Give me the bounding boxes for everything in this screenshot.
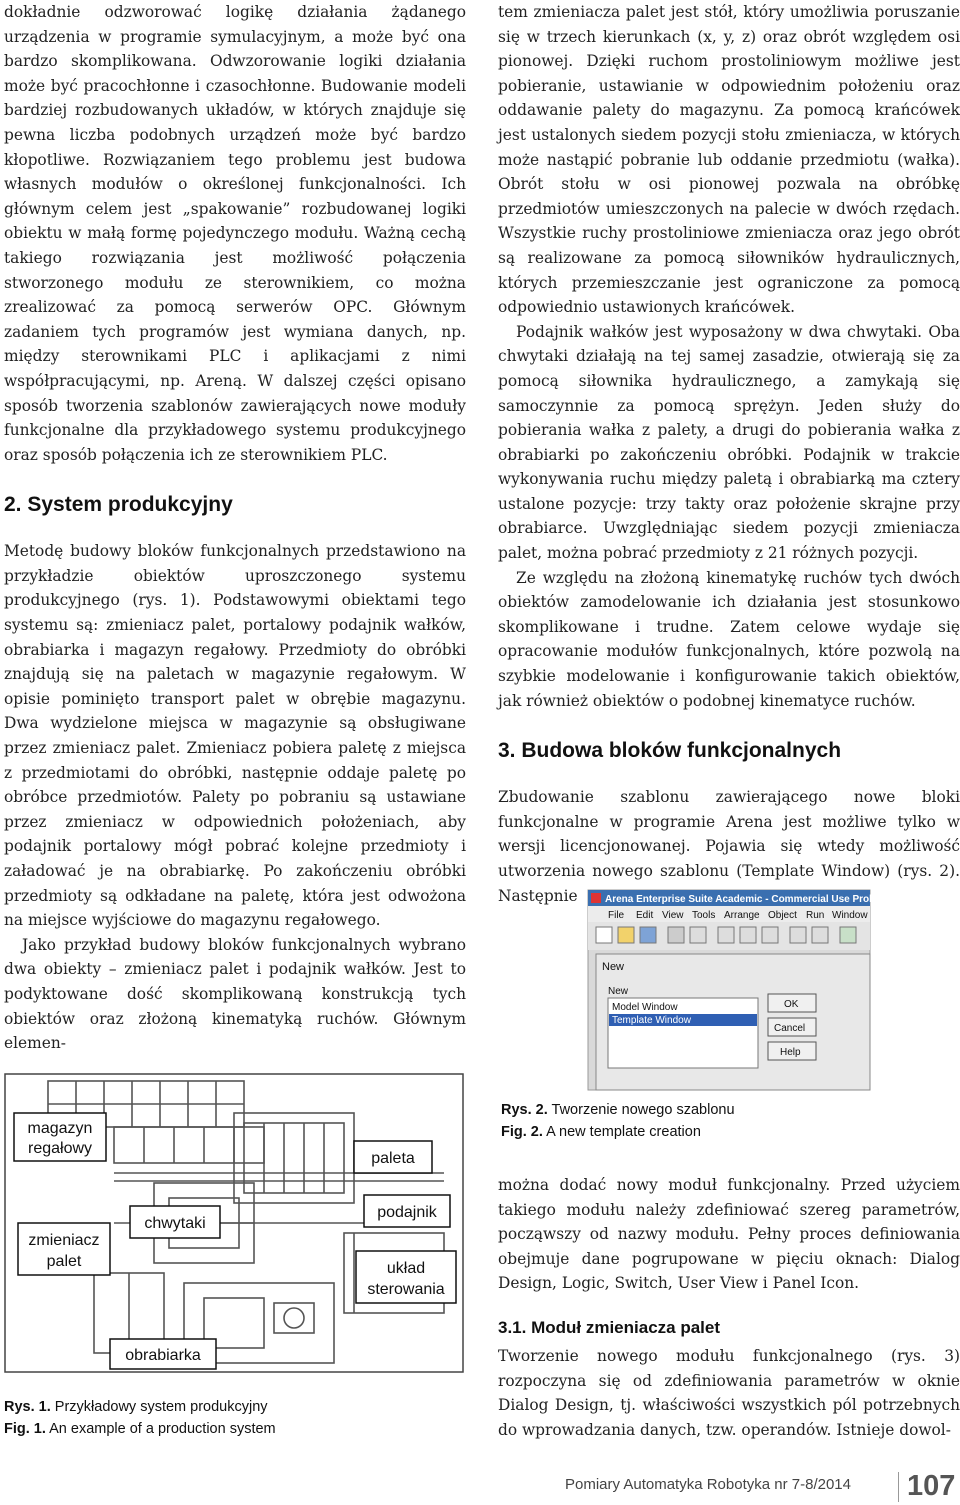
dialog-label: New (608, 986, 629, 997)
caption-text: An example of a production system (49, 1421, 276, 1437)
page-number: 107 (907, 1470, 956, 1502)
section-3-paragraph: można dodać nowy moduł funkcjonalny. Przed użyciem takiego modułu należy zdefiniować szereg parametrów, począwszy od nazwy modułu. Pełny proces definiowania obejmuje dane pogrupowane w pięciu oknach: Dialog Design, Logic, Switch, User View i Panel Icon. (498, 1176, 960, 1293)
menu-item[interactable]: Run (806, 910, 825, 921)
menu-item[interactable]: Object (768, 910, 797, 921)
dialog-title: New (602, 961, 625, 973)
list-item-template-window[interactable]: Template Window (612, 1015, 691, 1026)
body-paragraph: Podajnik wałków jest wyposażony w dwa chwytaki. Oba chwytaki działają na tej samej zasadzie, otwierają się za pomocą siłownika hydraulicznego, a zamykają się samoczynnie za pomocą sprężyn. Jeden służy do pobierania wałka z palety, a drugi do pobierania wałka z obrabiarki po zakończeniu obróbki. Podajnik w trakcie wykonywania ruchu między paletą i obrabiarką ma cztery ustalone pozycje: trzy takty oraz położenie skrajne przy obrabiarce. Uwzględniając siedem pozycji zmieniacza palet, można pobrać przedmioty z 21 różnych pozycji. (498, 322, 960, 563)
menu-item[interactable]: Window (832, 910, 868, 921)
section-3-heading: 3. Budowa bloków funkcjonalnych (498, 739, 842, 763)
svg-text:palet: palet (46, 1253, 82, 1270)
preview-icon (690, 927, 706, 943)
caption-text: A new template creation (546, 1124, 701, 1140)
menu-item[interactable]: Arrange (724, 910, 760, 921)
svg-text:chwytaki: chwytaki (144, 1215, 206, 1232)
figure-2-caption (501, 1099, 921, 1143)
menu-item[interactable]: View (662, 910, 684, 921)
svg-text:sterowania: sterowania (367, 1281, 445, 1298)
figure-2 (588, 890, 902, 1090)
list-item-model-window[interactable]: Model Window (612, 1002, 678, 1013)
label-paleta (354, 1141, 432, 1173)
right-column (498, 0, 960, 908)
label-uklad (356, 1251, 456, 1303)
label-obrabiarka (110, 1339, 216, 1369)
svg-text:układ: układ (386, 1260, 426, 1277)
left-column (4, 0, 466, 1056)
caption-text: Przykładowy system produkcyjny (54, 1399, 268, 1415)
arena-app-icon (591, 893, 601, 903)
body-paragraph: Ze względu na złożoną kinematykę ruchów tych dwóch obiektów zamodelowanie ich działania jest stosunkowo skomplikowane i trudne. Zatem celowe wydaje się opracowanie modułów funkcjonalnych, które pozwolą na szybkie modelowanie i konfigurowanie takich obiektów, jak również obiektów o podobnej kinematyce ruchów. (498, 568, 960, 710)
caption-label: Fig. 1. (4, 1421, 46, 1437)
issue-number: nr 7-8/2014 (774, 1476, 851, 1493)
section-3-1-paragraph: Tworzenie nowego modułu funkcjonalnego (rys. 3) rozpoczyna się od zdefiniowania parametrów w oknie Dialog Design, tj. właściwości wszystkich pól potrzebnych do wprowadzania danych, tzw. operandów. Istnieje dowol- (498, 1346, 960, 1439)
open-icon (618, 927, 634, 943)
copy-icon (740, 927, 756, 943)
svg-text:magazyn: magazyn (27, 1120, 93, 1137)
svg-text:zmieniacz: zmieniacz (28, 1232, 100, 1249)
window-title: Arena Enterprise Suite Academic - Commercial Use Prohibited (605, 894, 902, 905)
menu-item[interactable]: Tools (692, 910, 716, 921)
label-zmieniacz (18, 1223, 110, 1275)
footer-divider (898, 1472, 899, 1502)
journal-footer (565, 1476, 851, 1493)
menu-item[interactable]: Edit (636, 910, 654, 921)
cut-icon (718, 927, 734, 943)
right-column-lower (498, 1173, 960, 1442)
label-podajnik (364, 1195, 450, 1227)
svg-text:paleta: paleta (371, 1150, 415, 1167)
cancel-button-label[interactable]: Cancel (774, 1023, 806, 1034)
svg-text:regałowy: regałowy (27, 1140, 93, 1157)
intro-paragraph: dokładnie odzworować logikę działania żądanego urządzenia w programie symulacyjnym, a może być ona bardzo skomplikowana. Odwzorowanie logiki działania może być pracochłonne i czasochłonne. Budowanie modeli bardziej rozbudowanych układów, w których znajduje się pewna liczba podobnych urządzeń może być bardzo kłopotliwe. Rozwiązaniem tego problemu jest budowa własnych modułów o określonej funkcjonalności. Ich głównym celem jest „spakowanie” rozbudowanej logiki obiektu w małą formę pojedynczego modułu. Ważną cechą takiego rozwiązania jest możliwość połączenia stworzonego modułu ze sterownikiem, co można zrealizować za pomocą serwerów OPC. Głównym zadaniem tych programów jest wymiana danych, np. między sterownikami PLC i aplikacjami z nimi współpracującymi, np. Areną. W dalszej części opisano sposób tworzenia szablonów zawierających nowe moduły funkcjonalne dla przykładowego systemu produkcyjnego oraz sposób połączenia ich ze sterownikiem PLC. (4, 3, 466, 464)
svg-text:podajnik: podajnik (377, 1204, 437, 1221)
svg-text:obrabiarka: obrabiarka (125, 1347, 201, 1364)
ok-button-label[interactable]: OK (784, 999, 799, 1010)
arena-screenshot (588, 890, 902, 1090)
label-magazyn (14, 1113, 106, 1161)
figure-1 (4, 1073, 464, 1373)
caption-label: Rys. 2. (501, 1102, 548, 1118)
caption-text: Tworzenie nowego szablonu (551, 1102, 735, 1118)
print-icon (668, 927, 684, 943)
section-3-1-heading: 3.1. Moduł zmieniacza palet (498, 1317, 721, 1337)
section-2-heading: 2. System produkcyjny (4, 493, 233, 517)
production-system-diagram (4, 1073, 464, 1373)
undo-icon (790, 927, 806, 943)
section-2-paragraph: Metodę budowy bloków funkcjonalnych przedstawiono na przykładzie obiektów uproszczonego systemu produkcyjnego (rys. 1). Podstawowymi obiektami tego systemu są: zmieniacz palet, portalowy podajnik wałków, obrabiarka i magazyn regałowy. Przedmioty do obróbki znajdują się na paletach w magazynie regałowym. W opisie pominięto transport palet w obrębie magazynu. Dwa wydzielone miejsca w magazynie są obsługiwane przez zmieniacz palet. Zmieniacz pobiera paletę z miejsca z przedmiotami do obróbki, następnie oddaje paletę po obróbce przedmiotów. Palety po pobraniu są ustawiane przez zmieniacz w odpowiednich położeniach, aby podajnik portalowy mógł pobrać kolejne przedmioty i załadować je na obrabiarkę. Po zakończeniu obróbki przedmioty są odkładane na paletę, która jest odwożona na miejsce wyjściowe do magazynu regałowego. (4, 542, 466, 930)
journal-name: Pomiary Automatyka Robotyka (565, 1476, 771, 1493)
new-icon (596, 927, 612, 943)
help-button-label[interactable]: Help (780, 1047, 801, 1058)
redo-icon (812, 927, 828, 943)
label-chwytaki (130, 1206, 220, 1238)
save-icon (640, 927, 656, 943)
caption-label: Rys. 1. (4, 1399, 51, 1415)
body-paragraph: tem zmieniacza palet jest stół, który umożliwia poruszanie się w trzech kierunkach (x, y, z) oraz obrót względem osi pionowej. Dzięki ruchom prostoliniowym możliwe jest pobieranie, ustawianie w odpowiednim położeniu oraz oddawanie palety do magazynu. Za pomocą krańcówek jest ustalonych siedem pozycji stołu zmieniacza, w których może nastąpić pobranie lub oddanie przedmiotu (wałka). Obrót stołu w osi pionowej pozwala na obróbkę przedmiotów umieszczonych na palecie w dwóch rzędach. Wszystkie ruchy prostoliniowe zmieniacza oraz jego obrót są realizowane za pomocą siłowników hydraulicznych, których przemieszczanie jest ograniczone za pomocą odpowiednio ustawionych krańcówek. (498, 3, 960, 317)
paste-icon (762, 927, 778, 943)
menu-item[interactable]: File (608, 910, 625, 921)
caption-label: Fig. 2. (501, 1124, 543, 1140)
figure-1-caption (4, 1396, 444, 1440)
zoom-icon (840, 927, 856, 943)
section-2-paragraph: Jako przykład budowy bloków funkcjonalnych wybrano dwa obiekty – zmieniacz palet i podajnik wałków. Jest to podyktowane dość skomplikowaną konstrukcją tych obiektów oraz złożoną kinematyką ruchów. Głównym elemen- (4, 935, 466, 1053)
section-3-paragraph: Zbudowanie szablonu zawierającego nowe bloki funkcjonalne w programie Arena jest możliwe tylko w wersji licencjonowanej. Pojawia się wtedy możliwość utworzenia nowego szablonu (Template Window) (rys. 2). Następnie (498, 788, 960, 905)
